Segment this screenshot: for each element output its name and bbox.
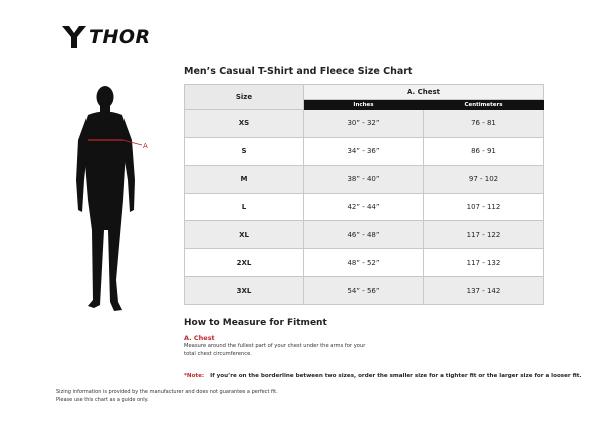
cm-cell: 76 - 81 [424, 110, 544, 138]
chart-title: Men’s Casual T-Shirt and Fleece Size Chart [184, 66, 413, 77]
size-column-header: Size [185, 85, 304, 110]
size-cell: L [185, 193, 304, 221]
body-silhouette [66, 80, 166, 325]
disclaimer [56, 389, 316, 404]
chest-marker-label: A [143, 142, 148, 150]
inches-column-header: Inches [304, 100, 424, 110]
cm-cell: 117 - 122 [424, 221, 544, 249]
disclaimer-line-2: Please use this chart as a guide only. [56, 396, 149, 403]
table-row [185, 165, 544, 193]
table-row [185, 221, 544, 249]
inches-cell: 38” - 40” [304, 165, 424, 193]
table-row [185, 137, 544, 165]
inches-cell: 48” - 52” [304, 249, 424, 277]
cm-cell: 137 - 142 [424, 277, 544, 305]
cm-cell: 117 - 132 [424, 249, 544, 277]
size-cell: 3XL [185, 277, 304, 305]
centimeters-column-header: Centimeters [424, 100, 544, 110]
size-chart-table [184, 84, 544, 305]
thor-logo-icon [62, 26, 86, 48]
table-row [185, 193, 544, 221]
table-row [185, 249, 544, 277]
size-cell: XS [185, 110, 304, 138]
measure-section-title: How to Measure for Fitment [184, 318, 327, 328]
thor-logo [62, 24, 151, 50]
chest-instructions: Measure around the fullest part of your chest under the arms for your total chest circumference. [184, 343, 366, 357]
note-text: If you’re on the borderline between two sizes, order the smaller size for a tighter fit or the larger size for a looser fit. [210, 373, 582, 379]
size-cell: 2XL [185, 249, 304, 277]
sizing-note [184, 373, 582, 379]
cm-cell: 107 - 112 [424, 193, 544, 221]
note-label: *Note: [184, 373, 205, 379]
table-row [185, 110, 544, 138]
chest-group-header: A. Chest [304, 85, 544, 100]
cm-cell: 97 - 102 [424, 165, 544, 193]
size-cell: M [185, 165, 304, 193]
inches-cell: 54” - 56” [304, 277, 424, 305]
brand-name: THOR [89, 26, 151, 48]
inches-cell: 42” - 44” [304, 193, 424, 221]
size-cell: S [185, 137, 304, 165]
cm-cell: 86 - 91 [424, 137, 544, 165]
inches-cell: 46” - 48” [304, 221, 424, 249]
table-row [185, 277, 544, 305]
inches-cell: 30” - 32” [304, 110, 424, 138]
chest-heading: A. Chest [184, 334, 215, 342]
inches-cell: 34” - 36” [304, 137, 424, 165]
disclaimer-line-1: Sizing information is provided by the manufacturer and does not guarantee a perfect fit. [56, 389, 278, 395]
size-cell: XL [185, 221, 304, 249]
